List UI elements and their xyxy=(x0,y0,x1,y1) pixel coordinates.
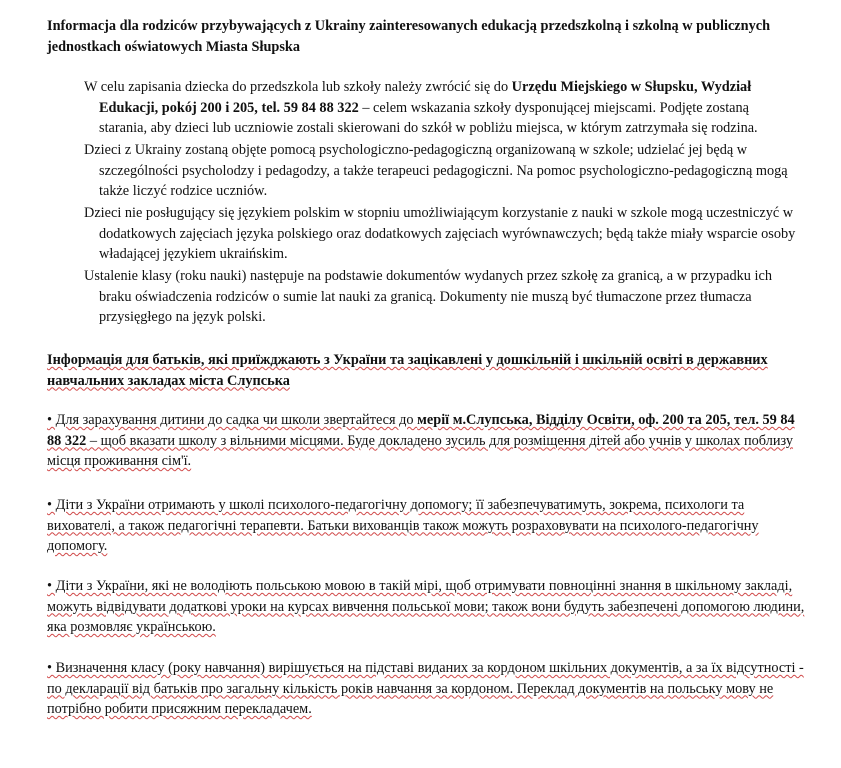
list-item xyxy=(0,266,800,328)
ukrainian-paragraph: • Діти з України отримають у школі психолого-педагогічну допомогу; її забезпечуватимуть, зокрема, психологи та вихователі, а також педагогічні терапевти. Батьки вихованців також можуть розраховувати на психолого-педагогічну допомогу. xyxy=(47,497,759,554)
ukrainian-heading: Інформація для батьків, які приїжджають з України та зацікавлені у дошкільній і шкільній освіті в державних навчальних закладах міста Слупська xyxy=(47,352,768,389)
item-text-start: W celu zapisania dziecka do przedszkola lub szkoły należy zwrócić się do xyxy=(84,79,512,95)
item-text: Dzieci nie posługujący się językiem polskim w stopniu umożliwiającym korzystanie z nauki w szkole mogą uczestniczyć w dodatkowych zajęciach języka polskiego oraz dodatkowych zajęciach wyrównawczych; będą także miały wsparcie osoby władającej językiem ukraińskim. xyxy=(84,205,796,262)
list-item xyxy=(0,203,800,265)
list-item xyxy=(0,140,800,202)
ukrainian-paragraph: • Визначення класу (року навчання) вирішується на підставі виданих за кордоном шкільних документів, а за їх відсутності - по декларації від батьків про загальну кількість років навчання за кордоном. Переклад документів на польську мову не потрібно робити присяжним перекладачем. xyxy=(47,660,804,717)
office-address-bold: Urzędu Miejskiego w Słupsku, Wydział Edukacji, pokój 200 i 205, tel. 59 84 88 322 xyxy=(99,79,752,116)
paragraph-text-end: – щоб вказати школу з вільними місцями. Буде докладено зусиль для розміщення дітей або учнів у школах поблизу місця проживання сім'ї. xyxy=(47,432,794,469)
list-item xyxy=(0,77,800,139)
item-text-end: – celem wskazania szkoły dysponującej miejscami. Podjęte zostaną starania, aby dzieci lub uczniowie zostali skierowani do szkół w pobliżu miejsca, w którym zatrzymała się rodzina. xyxy=(99,99,758,136)
item-text: Dzieci z Ukrainy zostaną objęte pomocą psychologiczno-pedagogiczną organizowaną w szkole; udzielać jej będą w szczególności psycholodzy i pedagodzy, a także terapeuci pedagogiczni. Na pomoc psychologiczno-pedagogiczną mogą także liczyć rodzice uczniów. xyxy=(84,142,788,199)
office-address-bold: мерії м.Слупська, Відділу Освіти, оф. 200 та 205, тел. 59 84 88 322 xyxy=(47,412,795,449)
paragraph-text-start: • Для зарахування дитини до садка чи школи звертайтеся до xyxy=(47,412,418,428)
polish-heading: Informacja dla rodziców przybywających z Ukrainy zainteresowanych edukacją przedszkolną i szkolną w publicznych jednostkach oświatowych Miasta Słupska xyxy=(47,18,771,55)
ukrainian-paragraph: • Діти з України, які не володіють польською мовою в такій мірі, щоб отримувати повноцінні знання в шкільному закладі, можуть відвідувати додаткові уроки на курсах вивчення польської мови; також вони будуть забезпечені допомогою людини, яка розмовляє українською. xyxy=(47,578,805,635)
polish-bullet-list xyxy=(0,77,800,329)
ukrainian-paragraph xyxy=(47,410,807,472)
item-text: Ustalenie klasy (roku nauki) następuje na podstawie dokumentów wydanych przez szkołę za granicą, a w przypadku ich braku oświadczenia rodziców o sumie lat nauki za granicą. Dokumenty nie muszą być tłumaczone przez tłumacza przysięgłego na język polski. xyxy=(84,268,772,325)
